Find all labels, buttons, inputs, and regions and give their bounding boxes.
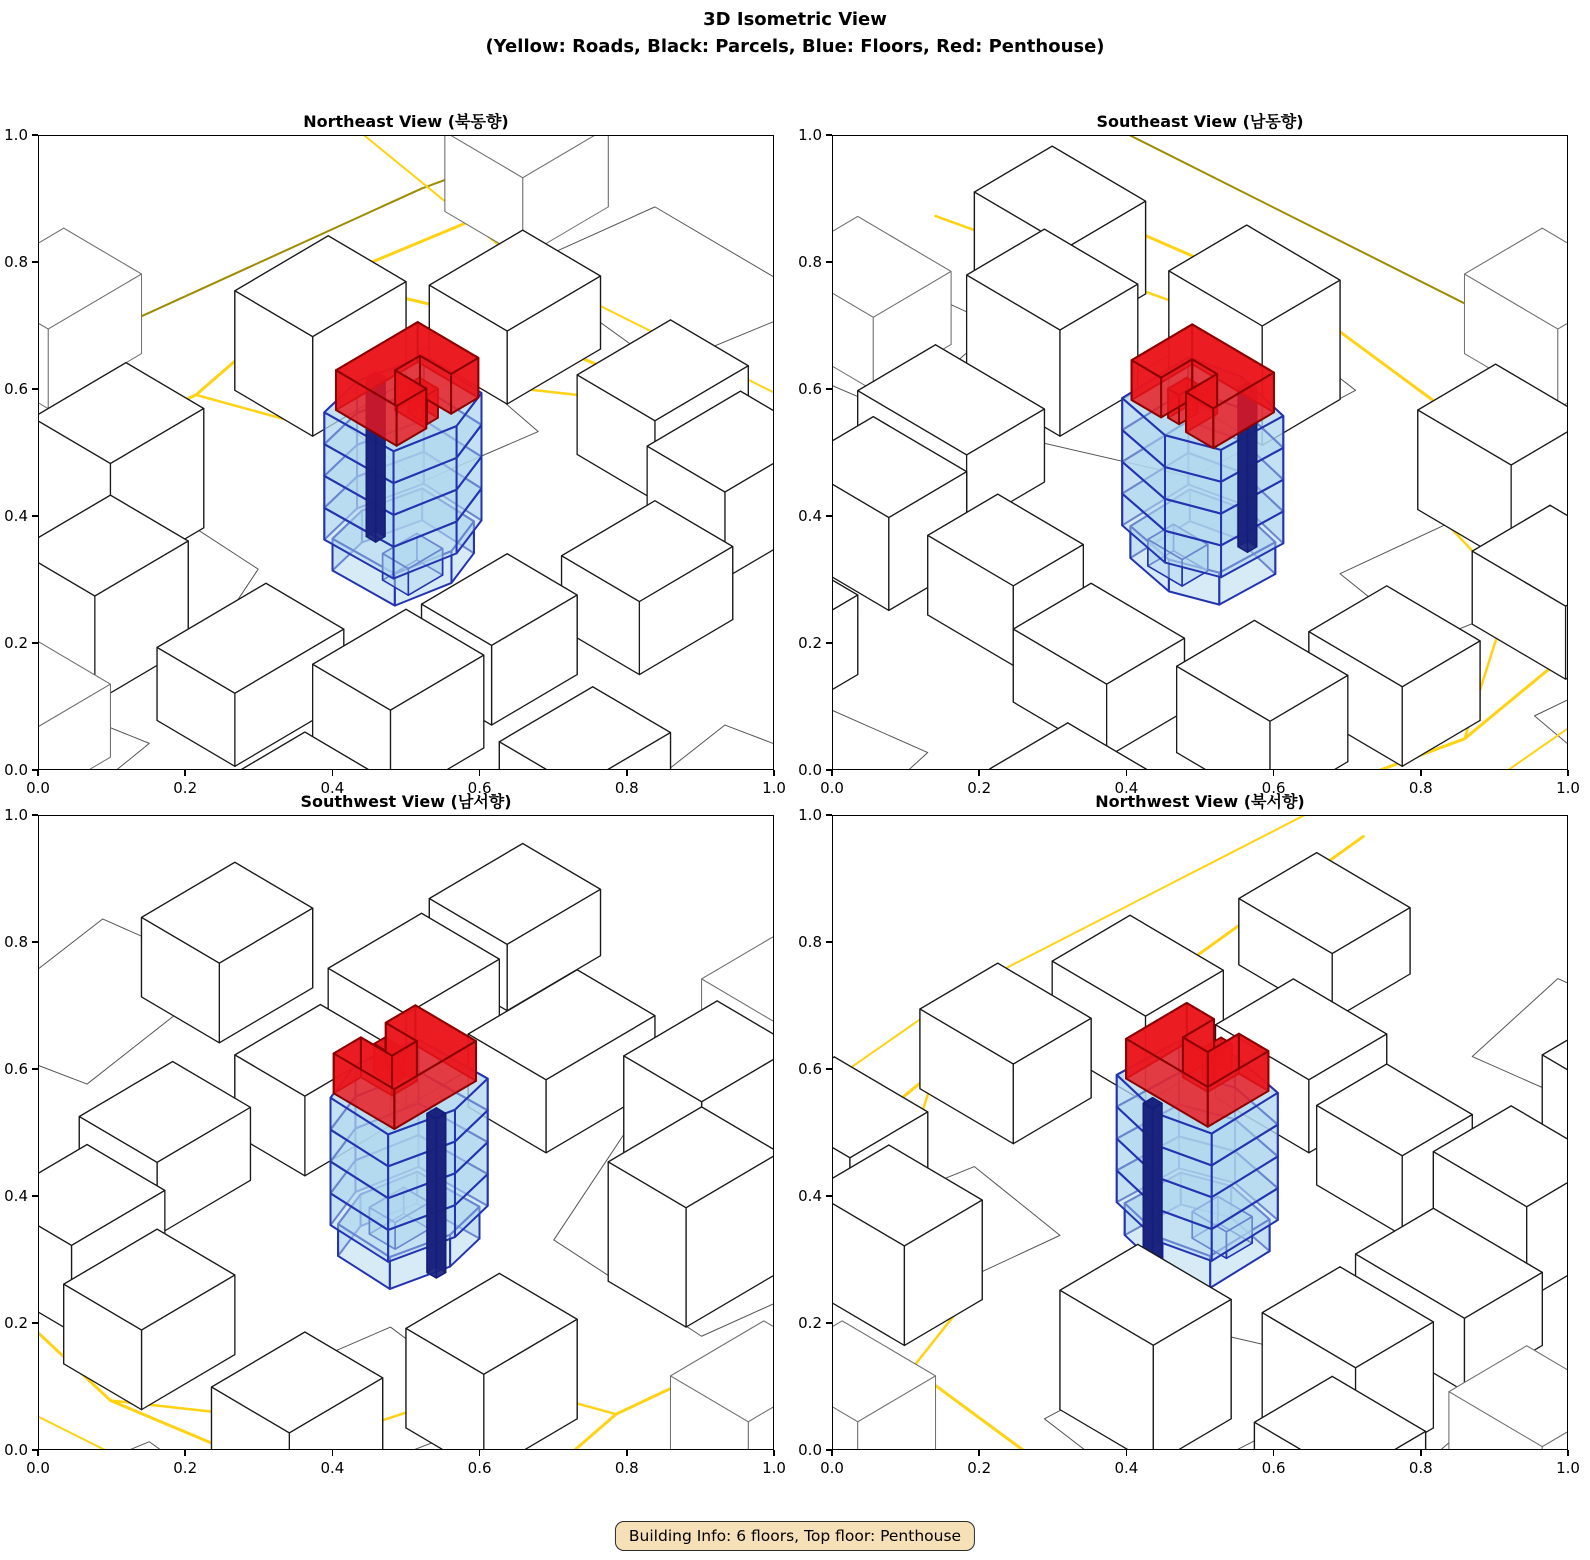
y-axis-tick: [32, 941, 38, 943]
x-axis-tick: [1126, 770, 1128, 776]
building-core-shaft: [427, 1113, 436, 1278]
y-tick-label: 0.4: [4, 507, 28, 525]
x-tick-label: 0.6: [1261, 1459, 1286, 1477]
x-axis-tick: [332, 1450, 334, 1456]
x-tick-label: 0.6: [467, 779, 492, 797]
x-axis-tick: [1567, 1450, 1569, 1456]
x-tick-label: 0.4: [320, 1459, 345, 1477]
y-tick-label: 0.8: [798, 933, 822, 951]
y-axis-tick: [32, 1195, 38, 1197]
y-axis-tick: [32, 642, 38, 644]
y-axis-tick: [32, 1449, 38, 1451]
x-axis-tick: [479, 770, 481, 776]
subplot-title-northwest: Northwest View (북서향): [1095, 792, 1305, 811]
subplot-southeast: [798, 112, 1580, 797]
y-axis-tick: [32, 1322, 38, 1324]
y-tick-label: 0.2: [4, 634, 28, 652]
y-tick-label: 1.0: [4, 806, 28, 824]
y-tick-label: 0.4: [798, 507, 822, 525]
y-tick-label: 0.8: [4, 253, 28, 271]
building-core-shaft: [1143, 1103, 1152, 1268]
subplot-northeast: [4, 112, 786, 797]
y-tick-label: 1.0: [798, 806, 822, 824]
isometric-scene-northwest: [833, 816, 1567, 1449]
x-tick-label: 0.6: [1261, 779, 1286, 797]
y-tick-label: 0.4: [4, 1187, 28, 1205]
y-tick-label: 0.2: [4, 1314, 28, 1332]
subplot-title-southwest: Southwest View (남서향): [300, 792, 512, 811]
isometric-scene-southwest: [39, 816, 773, 1449]
x-axis-tick: [978, 770, 980, 776]
y-axis-tick: [826, 769, 832, 771]
y-tick-label: 0.8: [4, 933, 28, 951]
x-tick-label: 0.2: [173, 1459, 198, 1477]
building-core-shaft: [436, 1113, 445, 1278]
y-tick-label: 0.6: [4, 1060, 28, 1078]
building-core-shaft: [1153, 1103, 1162, 1268]
x-axis-tick: [184, 1450, 186, 1456]
x-tick-label: 1.0: [762, 1459, 786, 1477]
y-axis-tick: [826, 642, 832, 644]
y-axis-tick: [826, 1068, 832, 1070]
x-axis-tick: [1420, 1450, 1422, 1456]
x-axis-tick: [37, 1450, 39, 1456]
x-axis-tick: [332, 770, 334, 776]
x-axis-tick: [773, 770, 775, 776]
y-axis-tick: [32, 769, 38, 771]
x-tick-label: 0.8: [1408, 1459, 1433, 1477]
y-tick-label: 1.0: [4, 126, 28, 144]
x-tick-label: 0.2: [173, 779, 198, 797]
y-tick-label: 0.6: [4, 380, 28, 398]
isometric-scene-northeast: [39, 136, 773, 769]
subplot-title-northeast: Northeast View (북동향): [303, 112, 509, 131]
x-tick-label: 0.4: [1114, 1459, 1139, 1477]
parcel-ground-outline: [833, 670, 928, 769]
isometric-scene-southeast: [833, 136, 1567, 769]
y-tick-label: 0.2: [798, 1314, 822, 1332]
x-axis-tick: [978, 1450, 980, 1456]
subplot-northwest: [798, 792, 1580, 1477]
x-tick-label: 0.8: [1408, 779, 1433, 797]
y-axis-tick: [826, 388, 832, 390]
parcel-box: [833, 595, 858, 720]
y-axis-tick: [826, 515, 832, 517]
plot-area-southwest: [38, 815, 774, 1450]
x-tick-label: 0.8: [614, 779, 639, 797]
figure-title: [0, 6, 1590, 60]
y-axis-tick: [32, 515, 38, 517]
x-axis-tick: [37, 770, 39, 776]
x-tick-label: 0.8: [614, 1459, 639, 1477]
y-axis-tick: [32, 814, 38, 816]
y-tick-label: 0.0: [798, 1441, 822, 1459]
y-tick-label: 0.0: [4, 761, 28, 779]
y-tick-label: 0.8: [798, 253, 822, 271]
figure-title-line1: 3D Isometric View: [703, 9, 887, 30]
x-tick-label: 1.0: [762, 779, 786, 797]
x-tick-label: 0.0: [26, 779, 50, 797]
x-axis-tick: [184, 770, 186, 776]
y-axis-tick: [826, 1322, 832, 1324]
y-axis-tick: [32, 388, 38, 390]
x-axis-tick: [1126, 1450, 1128, 1456]
y-tick-label: 0.0: [798, 761, 822, 779]
x-axis-tick: [773, 1450, 775, 1456]
x-axis-tick: [1273, 770, 1275, 776]
building-info-annotation: Building Info: 6 floors, Top floor: Penthouse: [615, 1521, 975, 1551]
plot-area-northeast: [38, 135, 774, 770]
x-tick-label: 1.0: [1556, 1459, 1580, 1477]
y-tick-label: 1.0: [798, 126, 822, 144]
figure-title-line2: (Yellow: Roads, Black: Parcels, Blue: Floors, Red: Penthouse): [485, 36, 1105, 57]
y-axis-tick: [826, 941, 832, 943]
x-axis-tick: [479, 1450, 481, 1456]
y-axis-tick: [32, 134, 38, 136]
x-tick-label: 0.0: [26, 1459, 50, 1477]
y-axis-tick: [826, 134, 832, 136]
x-axis-tick: [831, 1450, 833, 1456]
y-tick-label: 0.6: [798, 1060, 822, 1078]
y-tick-label: 0.6: [798, 380, 822, 398]
x-tick-label: 0.4: [320, 779, 345, 797]
y-tick-label: 0.0: [4, 1441, 28, 1459]
x-tick-label: 0.4: [1114, 779, 1139, 797]
subplot-southwest: [4, 792, 786, 1477]
x-axis-tick: [1567, 770, 1569, 776]
x-tick-label: 0.6: [467, 1459, 492, 1477]
x-axis-tick: [831, 770, 833, 776]
y-tick-label: 0.2: [798, 634, 822, 652]
x-axis-tick: [1420, 770, 1422, 776]
y-axis-tick: [826, 1449, 832, 1451]
x-axis-tick: [626, 1450, 628, 1456]
plot-area-southeast: [832, 135, 1568, 770]
subplot-title-southeast: Southeast View (남동향): [1096, 112, 1304, 131]
x-tick-label: 0.0: [820, 779, 844, 797]
x-tick-label: 0.0: [820, 1459, 844, 1477]
x-tick-label: 0.2: [967, 1459, 992, 1477]
y-axis-tick: [32, 1068, 38, 1070]
x-axis-tick: [626, 770, 628, 776]
y-axis-tick: [826, 1195, 832, 1197]
y-axis-tick: [32, 261, 38, 263]
x-tick-label: 1.0: [1556, 779, 1580, 797]
x-axis-tick: [1273, 1450, 1275, 1456]
y-axis-tick: [826, 814, 832, 816]
y-tick-label: 0.4: [798, 1187, 822, 1205]
x-tick-label: 0.2: [967, 779, 992, 797]
y-axis-tick: [826, 261, 832, 263]
plot-area-northwest: [832, 815, 1568, 1450]
